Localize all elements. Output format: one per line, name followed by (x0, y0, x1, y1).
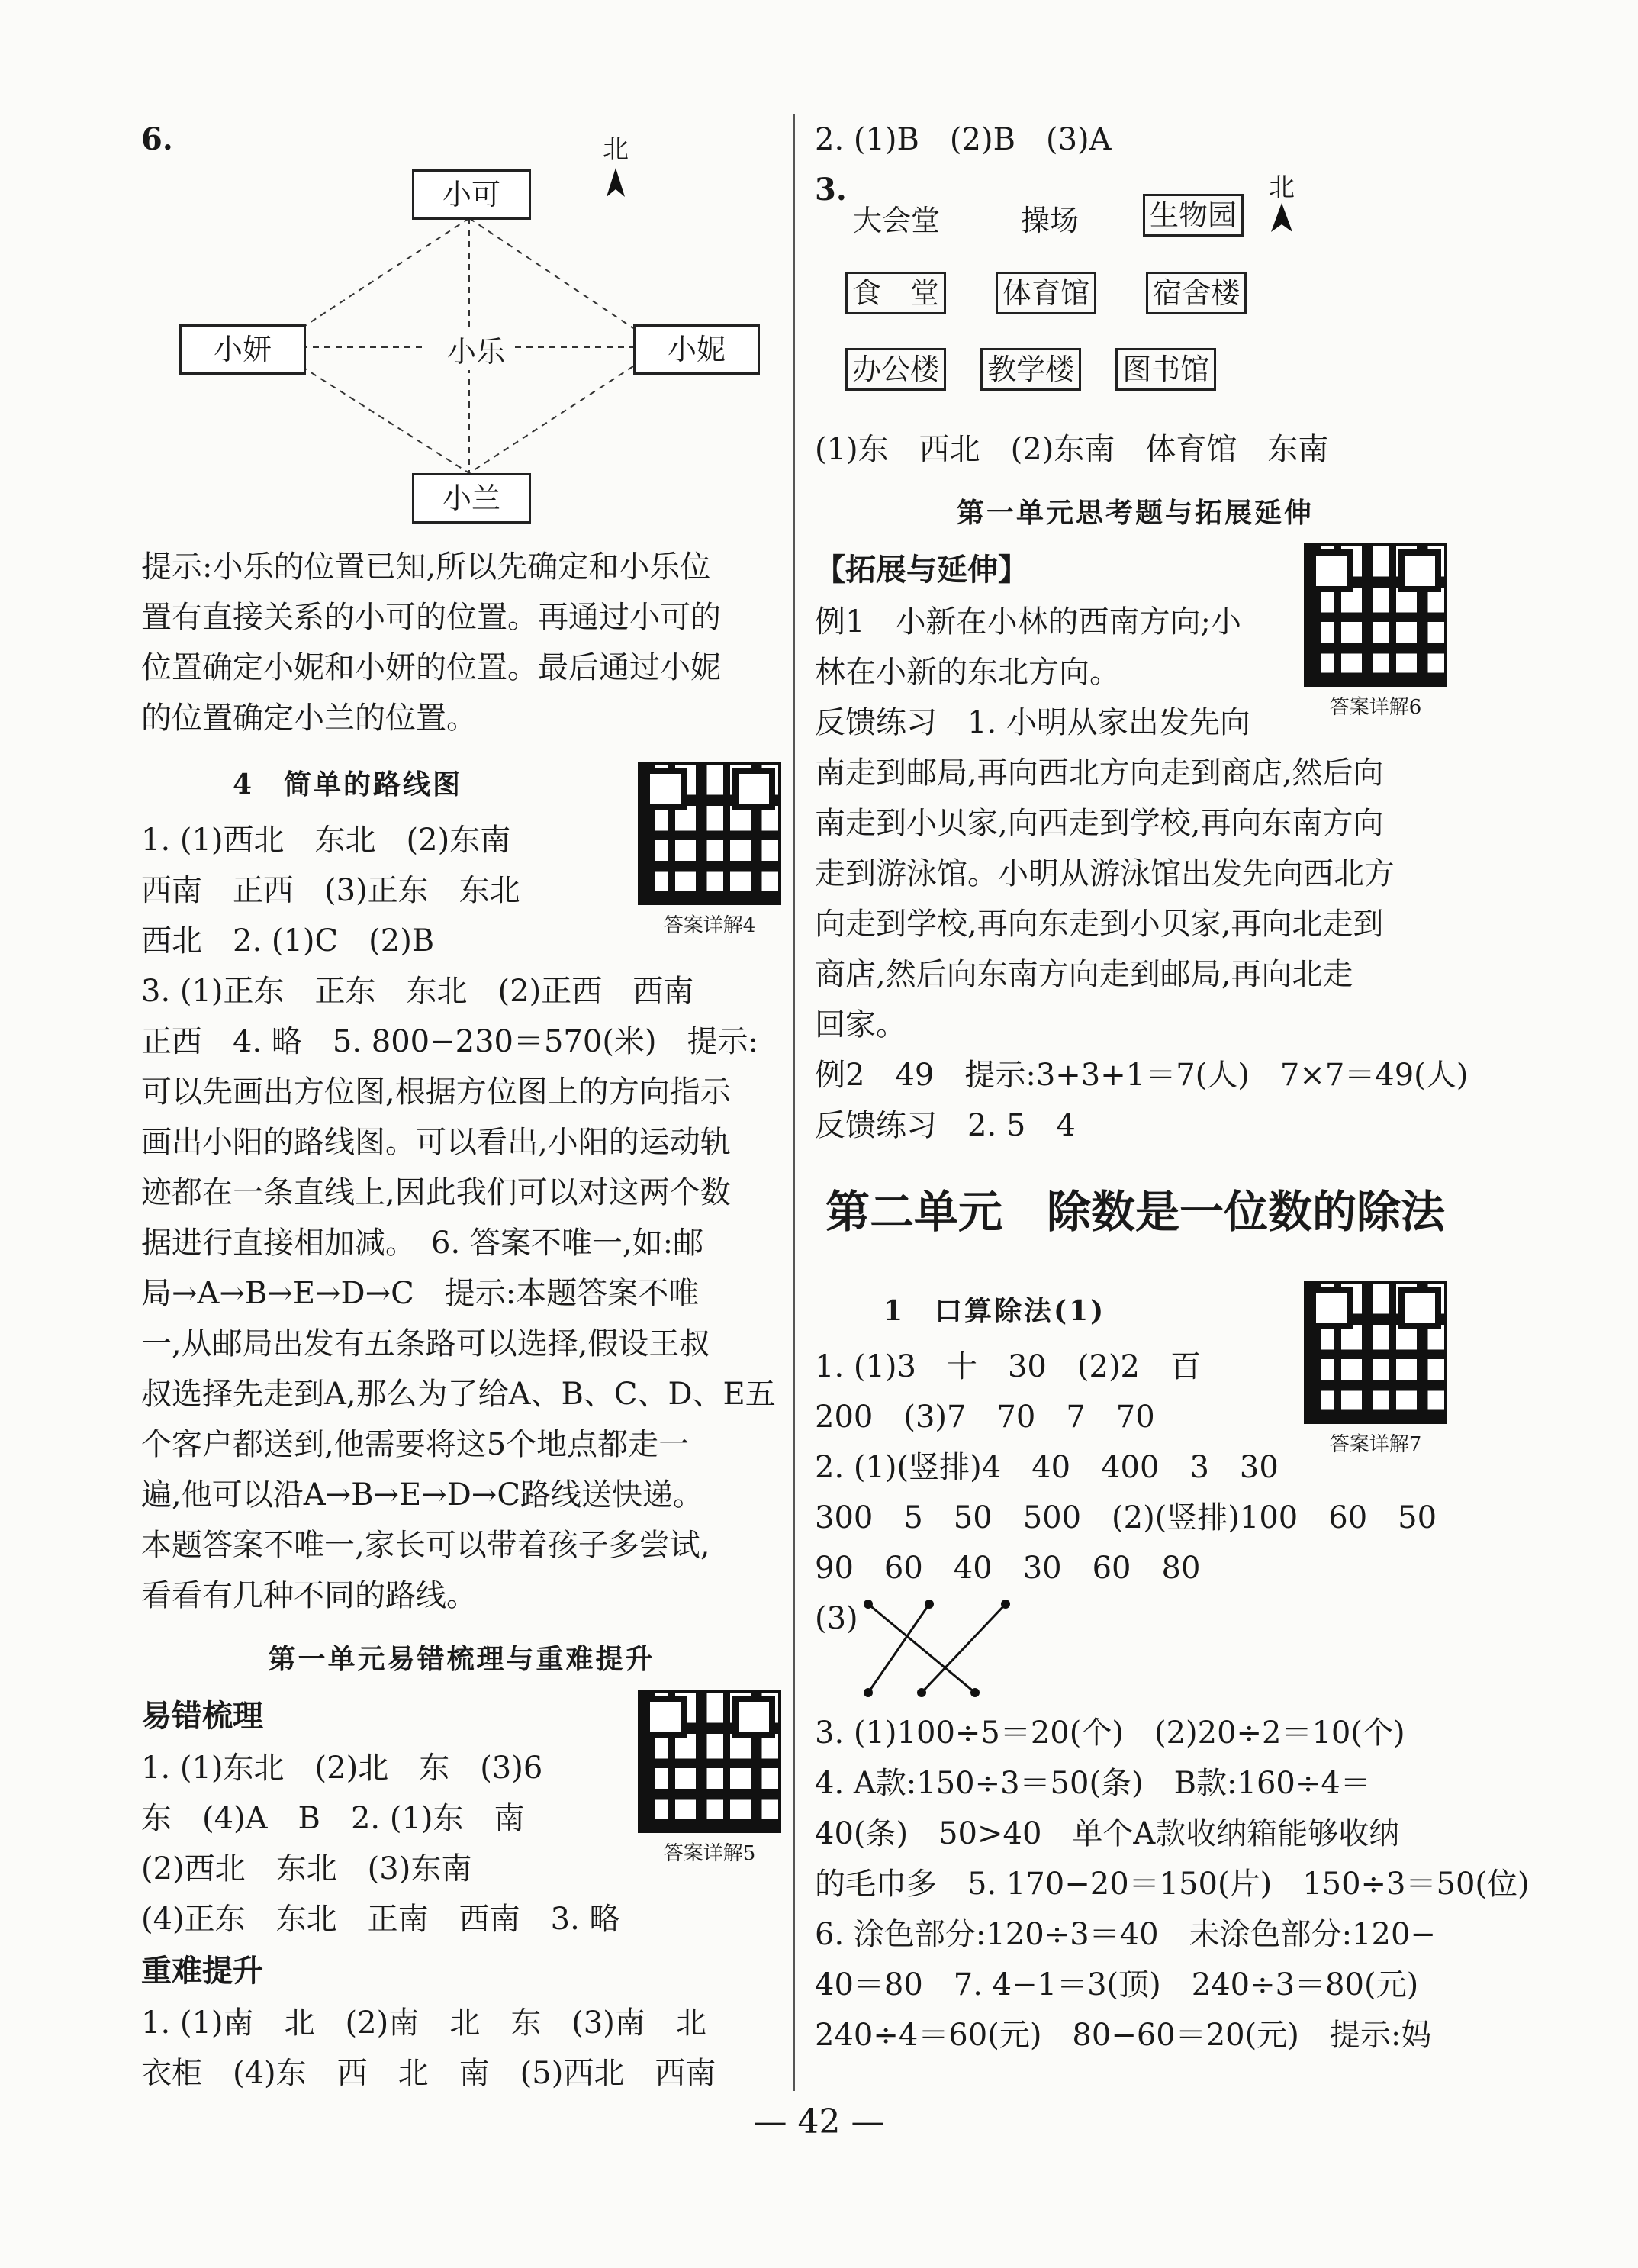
hint-line: 的位置确定小兰的位置。 (141, 701, 477, 736)
qr-caption: 答案详解7 (1329, 1433, 1422, 1456)
hint-block (141, 542, 782, 743)
map-box-office: 办公楼 (845, 348, 946, 391)
answer-line: 向走到学校,再向东走到小贝家,再向北走到 (815, 907, 1384, 942)
map-box-library: 图书馆 (1115, 348, 1216, 391)
map-north-arrow-icon (1265, 201, 1303, 240)
map-box-dorm: 宿舍楼 (1146, 272, 1247, 314)
matching-figure (815, 1593, 1456, 1708)
section-4 (141, 754, 782, 1621)
answer-line: 个客户都送到,他需要将这5个地点都走一 (141, 1427, 690, 1462)
position-diagram (141, 114, 782, 542)
answer-line: 反馈练习 2. 5 4 (815, 1108, 1076, 1143)
map-box-teaching: 教学楼 (980, 348, 1081, 391)
qr-caption: 答案详解5 (663, 1842, 756, 1865)
answer-line: 例2 49 提示:3+3+1＝7(人) 7×7＝49(人) (815, 1058, 1469, 1093)
answer-line: (4)正东 东北 正南 西南 3. 略 (141, 1902, 620, 1937)
answer-line: (2)西北 东北 (3)东南 (141, 1851, 472, 1886)
error-subtitle: 易错梳理 (141, 1698, 263, 1734)
answer-line: 本题答案不唯一,家长可以带着孩子多尝试, (141, 1528, 710, 1563)
map-row-3 (845, 348, 1236, 391)
answer-line: 回家。 (815, 1007, 906, 1042)
hint-line: 位置确定小妮和小妍的位置。最后通过小妮 (141, 650, 721, 685)
north-label: 北 (603, 134, 629, 165)
unit-2-title: 第二单元 除数是一位数的除法 (825, 1186, 1445, 1238)
extension-subtitle: 【拓展与延伸】 (815, 552, 1028, 588)
answer-line: 局→A→B→E→D→C 提示:本题答案不唯 (141, 1276, 700, 1311)
section-error-review (141, 1629, 782, 2099)
hint-line: 提示:小乐的位置已知,所以先确定和小乐位 (141, 549, 711, 585)
map-box-canteen: 食 堂 (845, 272, 946, 314)
answer-line: 叔选择先走到A,那么为了给A、B、C、D、E五 (141, 1377, 776, 1412)
answer-line: 东 (4)A B 2. (1)东 南 (141, 1801, 525, 1836)
answer-line: 90 60 40 30 60 80 (815, 1551, 1201, 1586)
hard-subtitle: 重难提升 (141, 1953, 263, 1989)
answer-line: 西北 2. (1)C (2)B (141, 923, 435, 958)
answer-line: 可以先画出方位图,根据方位图上的方向指示 (141, 1074, 731, 1110)
section-oral-division (815, 1281, 1530, 2060)
right-column (815, 114, 1530, 2060)
column-divider (793, 114, 795, 2091)
answer-line: 南走到邮局,再向西北方向走到商店,然后向 (815, 755, 1384, 791)
answer-line: 40＝80 7. 4−1＝3(顶) 240÷3＝80(元) (815, 1967, 1419, 2002)
label-xiaole: 小乐 (442, 328, 510, 370)
answer-line: 300 5 50 500 (2)(竖排)100 60 50 (815, 1500, 1437, 1535)
answer-line: 林在小新的东北方向。 (815, 655, 1120, 690)
answer-line: 画出小阳的路线图。可以看出,小阳的运动轨 (141, 1125, 731, 1160)
answer-line: 40(条) 50>40 单个A款收纳箱能够收纳 (815, 1816, 1400, 1851)
question-6-label: 6. (141, 121, 173, 157)
answer-line: 1. (1)南 北 (2)南 北 东 (3)南 北 (141, 2005, 706, 2041)
section-4-title: 4 简单的路线图 (233, 768, 463, 801)
box-xiaoni: 小妮 (633, 324, 760, 375)
answer-line: 2. (1)B (2)B (3)A (815, 122, 1112, 157)
section-extension (815, 482, 1469, 1151)
map-row-2 (845, 272, 1266, 314)
answer-line: 一,从邮局出发有五条路可以选择,假设王叔 (141, 1326, 710, 1361)
answer-line: (1)东 西北 (2)东南 体育馆 东南 (815, 432, 1329, 467)
answer-line: 2. (1)(竖排)4 40 400 3 30 (815, 1450, 1279, 1485)
north-arrow-icon (607, 168, 625, 197)
hint-line: 置有直接关系的小可的位置。再通过小可的 (141, 600, 721, 635)
answer-line: 1. (1)3 十 30 (2)2 百 (815, 1349, 1201, 1384)
question-3-label: 3. (815, 172, 847, 208)
answer-line: 迹都在一条直线上,因此我们可以对这两个数 (141, 1175, 731, 1210)
answer-line: 据进行直接相加减。 6. 答案不唯一,如:邮 (141, 1226, 704, 1261)
map-box-gym: 体育馆 (996, 272, 1096, 314)
answer-line: 正西 4. 略 5. 800−230＝570(米) 提示: (141, 1024, 759, 1059)
map-label-hall: 大会堂 (853, 204, 941, 237)
answer-line: 走到游泳馆。小明从游泳馆出发先向西北方 (815, 856, 1395, 891)
box-xiaolan: 小兰 (412, 473, 531, 524)
answer-line: 反馈练习 1. 小明从家出发先向 (815, 705, 1250, 740)
qr-caption: 答案详解4 (663, 914, 756, 937)
answer-line: 240÷4＝60(元) 80−60＝20(元) 提示:妈 (815, 2018, 1432, 2053)
answer-line: 3. (1)100÷5＝20(个) (2)20÷2＝10(个) (815, 1715, 1405, 1751)
answer-line: 3. (1)正东 正东 东北 (2)正西 西南 (141, 974, 694, 1009)
section-1-title: 1 口算除法(1) (883, 1295, 1106, 1327)
box-xiaoke: 小可 (412, 169, 531, 220)
answer-line: 衣柜 (4)东 西 北 南 (5)西北 西南 (141, 2056, 716, 2091)
answer-line: 的毛巾多 5. 170−20＝150(片) 150÷3＝50(位) (815, 1867, 1530, 1902)
answer-line: 商店,然后向东南方向走到邮局,再向北走 (815, 957, 1353, 992)
section-think-title: 第一单元思考题与拓展延伸 (956, 497, 1314, 529)
answer-line: 200 (3)7 70 7 70 (815, 1400, 1155, 1435)
box-xiaoyan: 小妍 (179, 324, 306, 375)
qr-caption: 答案详解6 (1329, 696, 1422, 719)
answer-line: 遍,他可以沿A→B→E→D→C路线送快递。 (141, 1477, 703, 1513)
answer-line: 例1 小新在小林的西南方向;小 (815, 604, 1241, 639)
left-column (141, 114, 782, 2099)
map-box-biology: 生物园 (1143, 194, 1244, 237)
answer-line: 4. A款:150÷3＝50(条) B款:160÷4＝ (815, 1766, 1371, 1801)
answer-line: 南走到小贝家,向西走到学校,再向东南方向 (815, 806, 1384, 841)
answer-line: 1. (1)西北 东北 (2)东南 (141, 823, 511, 858)
campus-map (815, 165, 1456, 424)
answer-line: 看看有几种不同的路线。 (141, 1578, 477, 1613)
answer-line: 西南 正西 (3)正东 东北 (141, 873, 520, 908)
section-error-title: 第一单元易错梳理与重难提升 (268, 1643, 655, 1675)
map-label-playground: 操场 (1021, 204, 1080, 237)
matching-lines (815, 1593, 1044, 1708)
matching-label: (3) (815, 1601, 858, 1636)
answer-line: 1. (1)东北 (2)北 东 (3)6 (141, 1751, 543, 1786)
page-number: — 42 — (753, 2102, 885, 2141)
answer-line: 6. 涂色部分:120÷3＝40 未涂色部分:120− (815, 1917, 1436, 1952)
map-north-label: 北 (1269, 172, 1295, 203)
